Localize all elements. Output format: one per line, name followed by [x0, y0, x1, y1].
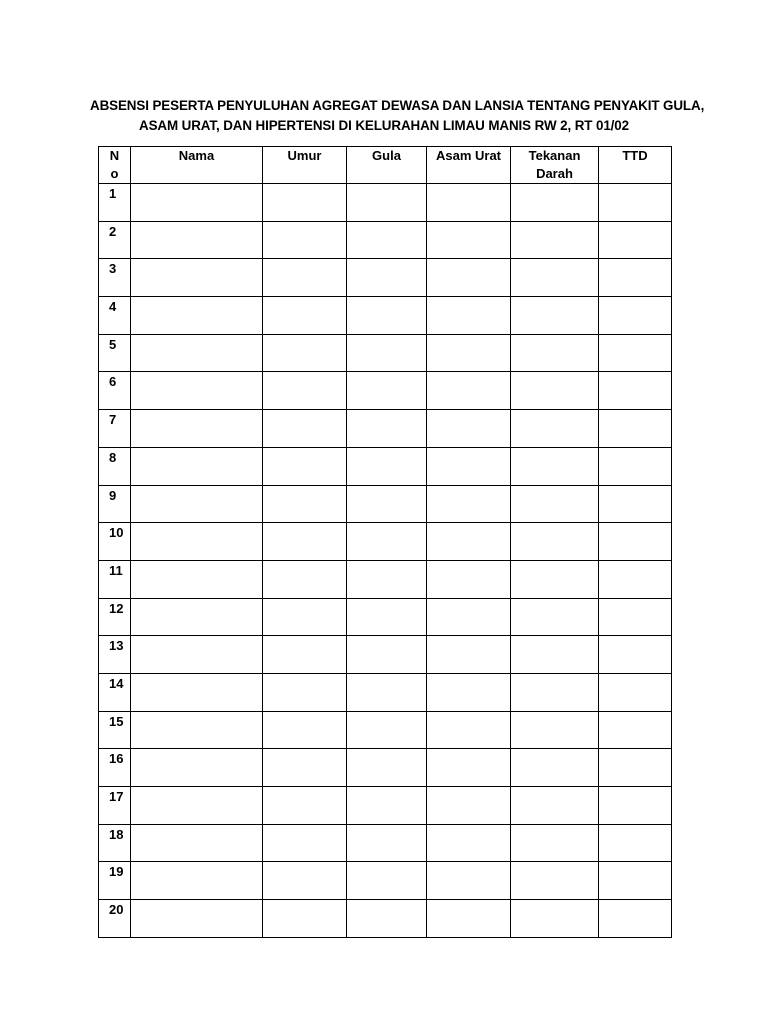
cell-nama	[131, 221, 263, 259]
table-row	[99, 824, 672, 862]
row-number: 18	[99, 824, 131, 862]
cell-nama	[131, 259, 263, 297]
cell-gula	[347, 184, 427, 222]
cell-umur	[263, 787, 347, 825]
cell-umur	[263, 749, 347, 787]
cell-ttd	[599, 787, 672, 825]
cell-nama	[131, 334, 263, 372]
header-umur: Umur	[263, 147, 347, 184]
header-tekanan-line-2: Darah	[536, 166, 573, 181]
cell-tekanan-darah	[511, 447, 599, 485]
title-line-1: ABSENSI PESERTA PENYULUHAN AGREGAT DEWASA DAN LANSIA TENTANG PENYAKIT GULA,	[90, 98, 705, 113]
cell-umur	[263, 184, 347, 222]
cell-umur	[263, 824, 347, 862]
cell-gula	[347, 485, 427, 523]
cell-asam-urat	[427, 636, 511, 674]
cell-gula	[347, 598, 427, 636]
cell-tekanan-darah	[511, 334, 599, 372]
table-row	[99, 862, 672, 900]
cell-umur	[263, 447, 347, 485]
cell-tekanan-darah	[511, 372, 599, 410]
cell-umur	[263, 334, 347, 372]
cell-gula	[347, 560, 427, 598]
cell-asam-urat	[427, 259, 511, 297]
header-tekanan-darah	[511, 147, 599, 184]
cell-asam-urat	[427, 334, 511, 372]
cell-tekanan-darah	[511, 259, 599, 297]
cell-umur	[263, 259, 347, 297]
cell-ttd	[599, 862, 672, 900]
cell-gula	[347, 711, 427, 749]
cell-umur	[263, 410, 347, 448]
cell-tekanan-darah	[511, 749, 599, 787]
cell-tekanan-darah	[511, 598, 599, 636]
cell-gula	[347, 673, 427, 711]
cell-nama	[131, 862, 263, 900]
row-number: 9	[99, 485, 131, 523]
row-number: 13	[99, 636, 131, 674]
cell-gula	[347, 636, 427, 674]
table-row	[99, 184, 672, 222]
row-number: 17	[99, 787, 131, 825]
table-row	[99, 711, 672, 749]
cell-ttd	[599, 711, 672, 749]
row-number: 11	[99, 560, 131, 598]
cell-nama	[131, 636, 263, 674]
cell-nama	[131, 900, 263, 938]
table-row	[99, 297, 672, 335]
row-number: 8	[99, 447, 131, 485]
cell-ttd	[599, 372, 672, 410]
cell-nama	[131, 824, 263, 862]
table-row	[99, 410, 672, 448]
row-number: 6	[99, 372, 131, 410]
cell-tekanan-darah	[511, 824, 599, 862]
row-number: 1	[99, 184, 131, 222]
cell-nama	[131, 711, 263, 749]
cell-ttd	[599, 221, 672, 259]
cell-tekanan-darah	[511, 221, 599, 259]
cell-gula	[347, 410, 427, 448]
cell-tekanan-darah	[511, 787, 599, 825]
cell-nama	[131, 410, 263, 448]
header-nama: Nama	[131, 147, 263, 184]
cell-umur	[263, 485, 347, 523]
cell-nama	[131, 787, 263, 825]
cell-nama	[131, 485, 263, 523]
cell-asam-urat	[427, 673, 511, 711]
cell-nama	[131, 749, 263, 787]
cell-tekanan-darah	[511, 410, 599, 448]
cell-gula	[347, 297, 427, 335]
table-row	[99, 673, 672, 711]
table-row	[99, 749, 672, 787]
cell-tekanan-darah	[511, 862, 599, 900]
cell-asam-urat	[427, 221, 511, 259]
row-number: 14	[99, 673, 131, 711]
cell-tekanan-darah	[511, 673, 599, 711]
row-number: 7	[99, 410, 131, 448]
cell-asam-urat	[427, 862, 511, 900]
cell-ttd	[599, 297, 672, 335]
row-number: 10	[99, 523, 131, 561]
cell-umur	[263, 560, 347, 598]
cell-tekanan-darah	[511, 560, 599, 598]
cell-asam-urat	[427, 711, 511, 749]
cell-ttd	[599, 749, 672, 787]
row-number: 12	[99, 598, 131, 636]
cell-asam-urat	[427, 485, 511, 523]
cell-ttd	[599, 410, 672, 448]
cell-asam-urat	[427, 297, 511, 335]
cell-umur	[263, 636, 347, 674]
cell-ttd	[599, 673, 672, 711]
table-header-row	[99, 147, 672, 184]
cell-ttd	[599, 598, 672, 636]
table-row	[99, 447, 672, 485]
header-no-line-2: o	[110, 166, 119, 181]
table-row	[99, 560, 672, 598]
cell-tekanan-darah	[511, 900, 599, 938]
cell-gula	[347, 824, 427, 862]
row-number: 15	[99, 711, 131, 749]
cell-gula	[347, 523, 427, 561]
cell-gula	[347, 372, 427, 410]
row-number: 4	[99, 297, 131, 335]
cell-ttd	[599, 447, 672, 485]
cell-asam-urat	[427, 410, 511, 448]
cell-nama	[131, 184, 263, 222]
cell-ttd	[599, 824, 672, 862]
row-number: 20	[99, 900, 131, 938]
document-title	[90, 96, 705, 136]
header-no	[99, 147, 131, 184]
cell-umur	[263, 900, 347, 938]
table-row	[99, 787, 672, 825]
header-tekanan-line-1: Tekanan	[528, 148, 581, 163]
cell-nama	[131, 447, 263, 485]
cell-ttd	[599, 636, 672, 674]
table-row	[99, 259, 672, 297]
attendance-table	[98, 146, 672, 938]
cell-asam-urat	[427, 184, 511, 222]
cell-tekanan-darah	[511, 297, 599, 335]
cell-umur	[263, 297, 347, 335]
cell-tekanan-darah	[511, 636, 599, 674]
cell-umur	[263, 598, 347, 636]
cell-gula	[347, 221, 427, 259]
cell-nama	[131, 673, 263, 711]
row-number: 16	[99, 749, 131, 787]
cell-gula	[347, 900, 427, 938]
cell-asam-urat	[427, 560, 511, 598]
cell-asam-urat	[427, 447, 511, 485]
table-row	[99, 334, 672, 372]
cell-ttd	[599, 523, 672, 561]
cell-asam-urat	[427, 900, 511, 938]
table-row	[99, 372, 672, 410]
cell-asam-urat	[427, 372, 511, 410]
table-row	[99, 523, 672, 561]
cell-nama	[131, 560, 263, 598]
row-number: 5	[99, 334, 131, 372]
row-number: 3	[99, 259, 131, 297]
row-number: 2	[99, 221, 131, 259]
cell-gula	[347, 334, 427, 372]
cell-umur	[263, 221, 347, 259]
table-row	[99, 221, 672, 259]
header-asam-urat: Asam Urat	[427, 147, 511, 184]
cell-ttd	[599, 259, 672, 297]
cell-nama	[131, 598, 263, 636]
table-row	[99, 598, 672, 636]
cell-umur	[263, 711, 347, 749]
cell-ttd	[599, 900, 672, 938]
cell-tekanan-darah	[511, 184, 599, 222]
cell-ttd	[599, 485, 672, 523]
cell-gula	[347, 862, 427, 900]
cell-tekanan-darah	[511, 523, 599, 561]
table-row	[99, 636, 672, 674]
cell-gula	[347, 447, 427, 485]
header-ttd: TTD	[599, 147, 672, 184]
header-no-line-1: N	[109, 148, 120, 163]
cell-tekanan-darah	[511, 485, 599, 523]
cell-gula	[347, 259, 427, 297]
title-line-2: ASAM URAT, DAN HIPERTENSI DI KELURAHAN LIMAU MANIS RW 2, RT 01/02	[139, 118, 629, 133]
table-body	[99, 184, 672, 938]
cell-asam-urat	[427, 523, 511, 561]
cell-ttd	[599, 560, 672, 598]
cell-asam-urat	[427, 749, 511, 787]
header-gula: Gula	[347, 147, 427, 184]
cell-asam-urat	[427, 824, 511, 862]
table-row	[99, 900, 672, 938]
cell-ttd	[599, 334, 672, 372]
cell-nama	[131, 297, 263, 335]
cell-gula	[347, 749, 427, 787]
cell-asam-urat	[427, 787, 511, 825]
row-number: 19	[99, 862, 131, 900]
cell-umur	[263, 523, 347, 561]
cell-nama	[131, 372, 263, 410]
cell-nama	[131, 523, 263, 561]
cell-ttd	[599, 184, 672, 222]
cell-gula	[347, 787, 427, 825]
cell-asam-urat	[427, 598, 511, 636]
cell-umur	[263, 862, 347, 900]
table-row	[99, 485, 672, 523]
cell-umur	[263, 372, 347, 410]
cell-tekanan-darah	[511, 711, 599, 749]
cell-umur	[263, 673, 347, 711]
